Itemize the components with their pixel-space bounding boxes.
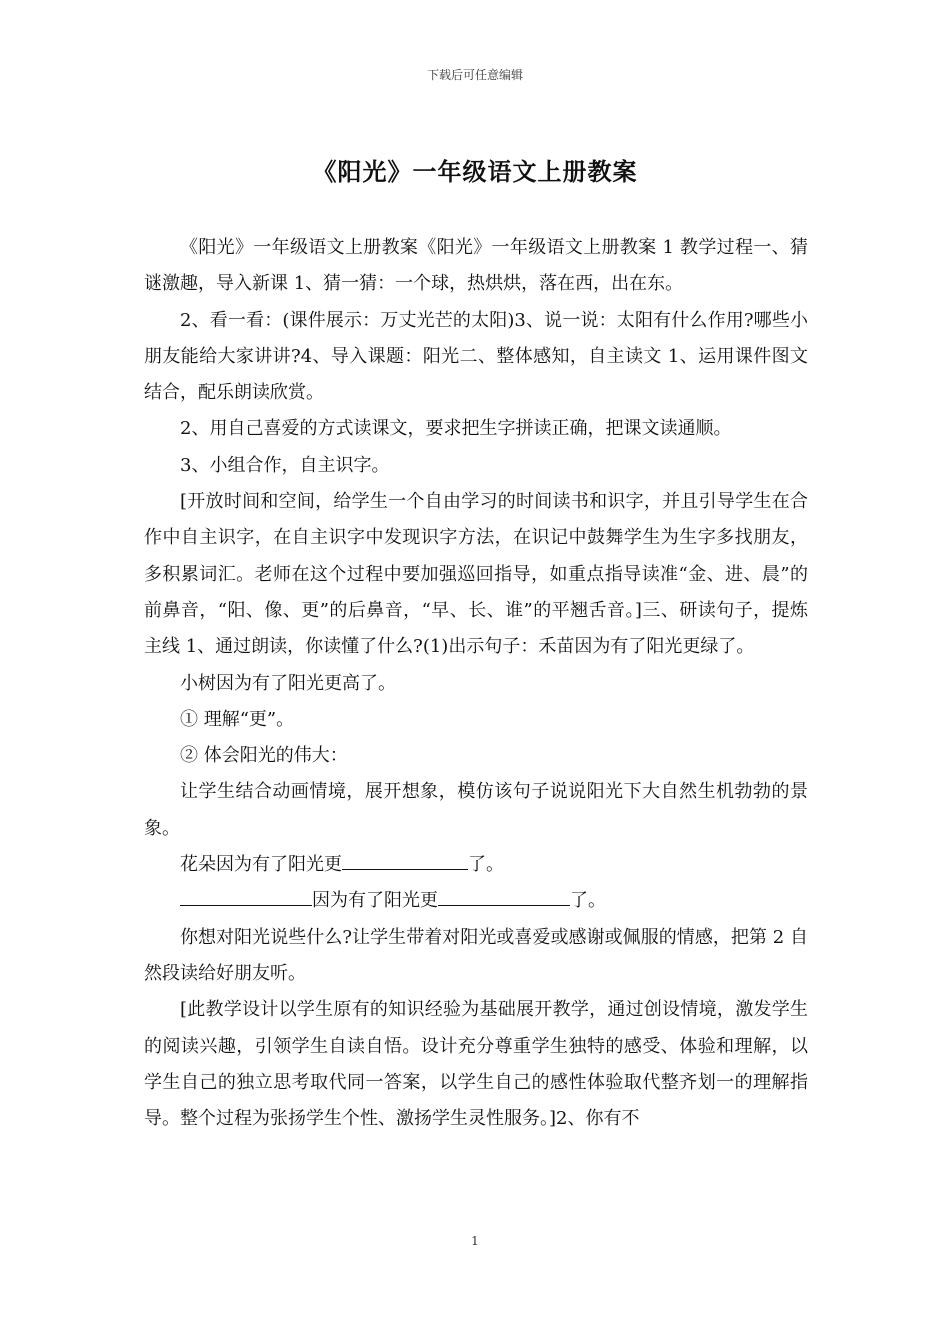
paragraph: 3、小组合作，自主识字。 bbox=[180, 454, 390, 476]
paragraph: 让学生结合动画情境，展开想象，模仿该句子说说阳光下大自然生机勃勃的景象。 bbox=[144, 781, 808, 839]
paragraph: [此教学设计以学生原有的知识经验为基础展开教学，通过创设情境，激发学生的阅读兴趣，引领学生自读自悟。设计充分尊重学生独特的感受、体验和理解，以学生自己的独立思考取代同一答案，以学生自己的感性体验取代整齐划一的理解指导。整个过程为张扬学生个性、激扬学生灵性服务。]2、你有不 bbox=[144, 999, 808, 1130]
document-body bbox=[144, 230, 808, 1137]
paragraph: 《阳光》一年级语文上册教案《阳光》一年级语文上册教案 1 教学过程一、猜谜激趣，导入新课 1、猜一猜：一个球，热烘烘，落在西，出在东。 bbox=[144, 237, 808, 295]
page-number: 1 bbox=[471, 1234, 479, 1248]
fill-blank bbox=[342, 850, 468, 870]
fill-blank bbox=[180, 886, 312, 906]
paragraph: [开放时间和空间，给学生一个自由学习的时间读书和识字，并且引导学生在合作中自主识字，在自主识字中发现识字方法，在识记中鼓舞学生为生字多找朋友，多积累词汇。老师在这个过程中要加强巡回指导，如重点指导读准“金、进、晨”的前鼻音，“阳、像、更”的后鼻音，“早、长、谁”的平翘舌音。]三、研读句子，提炼主线 1、通过朗读，你读懂了什么?(1)出示句子：禾苗因为有了阳光更绿了。 bbox=[144, 491, 808, 658]
paragraph: 2、看一看：(课件展示：万丈光芒的太阳)3、说一说：太阳有什么作用?哪些小朋友能给大家讲讲?4、导入课题：阳光二、整体感知，自主读文 1、运用课件图文结合，配乐朗读欣赏。 bbox=[144, 309, 808, 404]
paragraph: ① 理解“更”。 bbox=[180, 708, 295, 730]
fill-blank bbox=[438, 886, 570, 906]
paragraph: 小树因为有了阳光更高了。 bbox=[180, 672, 396, 694]
document-title: 《阳光》一年级语文上册教案 bbox=[312, 158, 638, 186]
fill-in-sentence-2 bbox=[144, 883, 808, 919]
paragraph: 你想对阳光说些什么?让学生带着对阳光或喜爱或感谢或佩服的情感，把第 2 自然段读给好朋友听。 bbox=[144, 926, 808, 984]
fill-text: 了。 bbox=[468, 854, 504, 876]
fill-text: 因为有了阳光更 bbox=[312, 890, 438, 912]
fill-text: 花朵因为有了阳光更 bbox=[180, 854, 342, 876]
paragraph: ② 体会阳光的伟大： bbox=[180, 745, 348, 767]
paragraph: 2、用自己喜爱的方式读课文，要求把生字拼读正确，把课文读通顺。 bbox=[180, 418, 732, 440]
page-header: 下载后可任意编辑 bbox=[426, 68, 523, 82]
fill-in-sentence-1 bbox=[144, 847, 808, 883]
fill-text: 了。 bbox=[570, 890, 606, 912]
